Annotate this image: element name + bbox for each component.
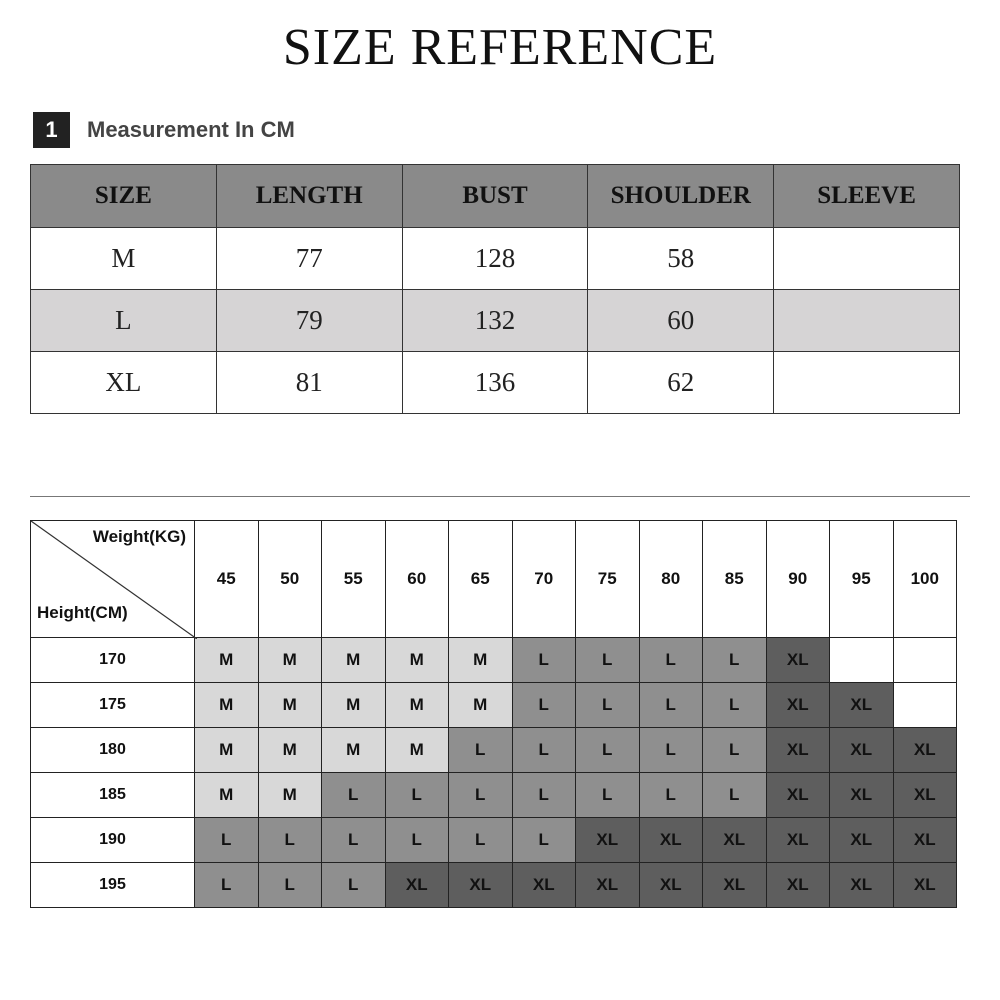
height-header-cell: 170 bbox=[31, 638, 195, 683]
size-cell: M bbox=[322, 638, 386, 683]
weight-header-cell: 90 bbox=[766, 521, 830, 638]
size-cell: XL bbox=[830, 728, 894, 773]
size-cell: L bbox=[195, 863, 259, 908]
size-chart-grid bbox=[30, 520, 957, 908]
measurement-header-cell: SHOULDER bbox=[588, 165, 774, 228]
size-cell: XL bbox=[830, 773, 894, 818]
measurement-cell: 60 bbox=[588, 290, 774, 352]
size-cell: L bbox=[639, 773, 703, 818]
size-cell: M bbox=[449, 638, 513, 683]
size-cell: M bbox=[258, 728, 322, 773]
size-cell: XL bbox=[639, 863, 703, 908]
height-header-cell: 180 bbox=[31, 728, 195, 773]
size-cell: L bbox=[703, 638, 767, 683]
size-cell: XL bbox=[766, 638, 830, 683]
size-cell: L bbox=[512, 683, 576, 728]
size-cell: L bbox=[258, 863, 322, 908]
size-cell: L bbox=[639, 683, 703, 728]
weight-header-cell: 80 bbox=[639, 521, 703, 638]
size-cell: M bbox=[195, 728, 259, 773]
height-header-cell: 190 bbox=[31, 818, 195, 863]
measurement-cell: 77 bbox=[216, 228, 402, 290]
size-cell: L bbox=[512, 728, 576, 773]
size-cell: L bbox=[512, 773, 576, 818]
size-cell: L bbox=[449, 773, 513, 818]
size-cell: L bbox=[322, 863, 386, 908]
measurement-cell: 81 bbox=[216, 352, 402, 414]
size-cell: XL bbox=[766, 683, 830, 728]
height-row bbox=[31, 683, 957, 728]
weight-header-cell: 50 bbox=[258, 521, 322, 638]
measurement-row bbox=[31, 228, 960, 290]
size-cell: XL bbox=[766, 728, 830, 773]
height-header-cell: 175 bbox=[31, 683, 195, 728]
weight-header-cell: 75 bbox=[576, 521, 640, 638]
size-cell: XL bbox=[385, 863, 449, 908]
size-cell: XL bbox=[449, 863, 513, 908]
page-title: SIZE REFERENCE bbox=[282, 19, 718, 76]
size-cell: L bbox=[512, 638, 576, 683]
size-cell: XL bbox=[830, 683, 894, 728]
size-cell: XL bbox=[830, 863, 894, 908]
weight-axis-label: Weight(KG) bbox=[92, 527, 186, 546]
size-cell: M bbox=[195, 638, 259, 683]
size-cell: XL bbox=[766, 863, 830, 908]
size-cell: XL bbox=[766, 773, 830, 818]
size-cell: L bbox=[449, 728, 513, 773]
size-cell: XL bbox=[639, 818, 703, 863]
size-cell: M bbox=[195, 773, 259, 818]
measurement-cell: L bbox=[31, 290, 217, 352]
section-label: Measurement In CM bbox=[87, 117, 295, 142]
size-cell: M bbox=[385, 683, 449, 728]
size-cell: XL bbox=[830, 818, 894, 863]
size-cell: L bbox=[576, 638, 640, 683]
size-cell: L bbox=[576, 683, 640, 728]
size-cell: L bbox=[703, 773, 767, 818]
size-cell: L bbox=[576, 728, 640, 773]
weight-header-row bbox=[31, 521, 957, 638]
size-cell: L bbox=[385, 773, 449, 818]
weight-header-cell: 45 bbox=[195, 521, 259, 638]
height-header-cell: 195 bbox=[31, 863, 195, 908]
height-row bbox=[31, 863, 957, 908]
size-cell: XL bbox=[766, 818, 830, 863]
measurement-cell: 79 bbox=[216, 290, 402, 352]
size-cell: XL bbox=[576, 863, 640, 908]
measurement-cell bbox=[774, 290, 960, 352]
measurement-header-cell: SLEEVE bbox=[774, 165, 960, 228]
weight-header-cell: 95 bbox=[830, 521, 894, 638]
size-cell: XL bbox=[703, 818, 767, 863]
weight-header-cell: 70 bbox=[512, 521, 576, 638]
height-row bbox=[31, 773, 957, 818]
size-cell: L bbox=[322, 818, 386, 863]
size-cell: L bbox=[576, 773, 640, 818]
size-cell: M bbox=[322, 683, 386, 728]
size-cell: M bbox=[322, 728, 386, 773]
measurement-cell: M bbox=[31, 228, 217, 290]
size-cell: L bbox=[512, 818, 576, 863]
weight-header-cell: 100 bbox=[893, 521, 957, 638]
size-cell: XL bbox=[893, 728, 957, 773]
height-row bbox=[31, 638, 957, 683]
size-cell: L bbox=[385, 818, 449, 863]
measurement-cell: 62 bbox=[588, 352, 774, 414]
size-cell bbox=[893, 638, 957, 683]
size-cell: L bbox=[703, 683, 767, 728]
size-cell: M bbox=[449, 683, 513, 728]
weight-header-cell: 65 bbox=[449, 521, 513, 638]
size-cell bbox=[830, 638, 894, 683]
size-cell: L bbox=[639, 638, 703, 683]
size-cell: M bbox=[258, 638, 322, 683]
height-axis-label: Height(CM) bbox=[37, 603, 128, 622]
size-cell: L bbox=[258, 818, 322, 863]
size-cell: XL bbox=[576, 818, 640, 863]
measurement-table bbox=[30, 164, 960, 414]
measurement-cell: XL bbox=[31, 352, 217, 414]
section-header bbox=[33, 112, 295, 148]
measurement-cell bbox=[774, 228, 960, 290]
size-cell: XL bbox=[703, 863, 767, 908]
size-cell: L bbox=[639, 728, 703, 773]
weight-header-cell: 55 bbox=[322, 521, 386, 638]
measurement-row bbox=[31, 290, 960, 352]
height-row bbox=[31, 728, 957, 773]
grid-corner-cell bbox=[31, 521, 195, 638]
measurement-cell bbox=[774, 352, 960, 414]
size-cell: XL bbox=[512, 863, 576, 908]
measurement-header-cell: LENGTH bbox=[216, 165, 402, 228]
size-cell: M bbox=[195, 683, 259, 728]
measurement-header-row bbox=[31, 165, 960, 228]
section-number-badge: 1 bbox=[33, 112, 70, 148]
measurement-cell: 58 bbox=[588, 228, 774, 290]
measurement-cell: 136 bbox=[402, 352, 588, 414]
divider bbox=[30, 496, 970, 497]
size-cell: M bbox=[385, 638, 449, 683]
weight-header-cell: 60 bbox=[385, 521, 449, 638]
size-cell bbox=[893, 683, 957, 728]
measurement-header-cell: SIZE bbox=[31, 165, 217, 228]
size-cell: L bbox=[195, 818, 259, 863]
size-cell: M bbox=[385, 728, 449, 773]
size-cell: XL bbox=[893, 773, 957, 818]
height-row bbox=[31, 818, 957, 863]
size-cell: M bbox=[258, 683, 322, 728]
size-cell: L bbox=[322, 773, 386, 818]
measurement-cell: 132 bbox=[402, 290, 588, 352]
measurement-cell: 128 bbox=[402, 228, 588, 290]
measurement-row bbox=[31, 352, 960, 414]
weight-header-cell: 85 bbox=[703, 521, 767, 638]
size-cell: L bbox=[703, 728, 767, 773]
measurement-header-cell: BUST bbox=[402, 165, 588, 228]
size-cell: XL bbox=[893, 818, 957, 863]
height-header-cell: 185 bbox=[31, 773, 195, 818]
size-cell: L bbox=[449, 818, 513, 863]
size-cell: XL bbox=[893, 863, 957, 908]
size-cell: M bbox=[258, 773, 322, 818]
